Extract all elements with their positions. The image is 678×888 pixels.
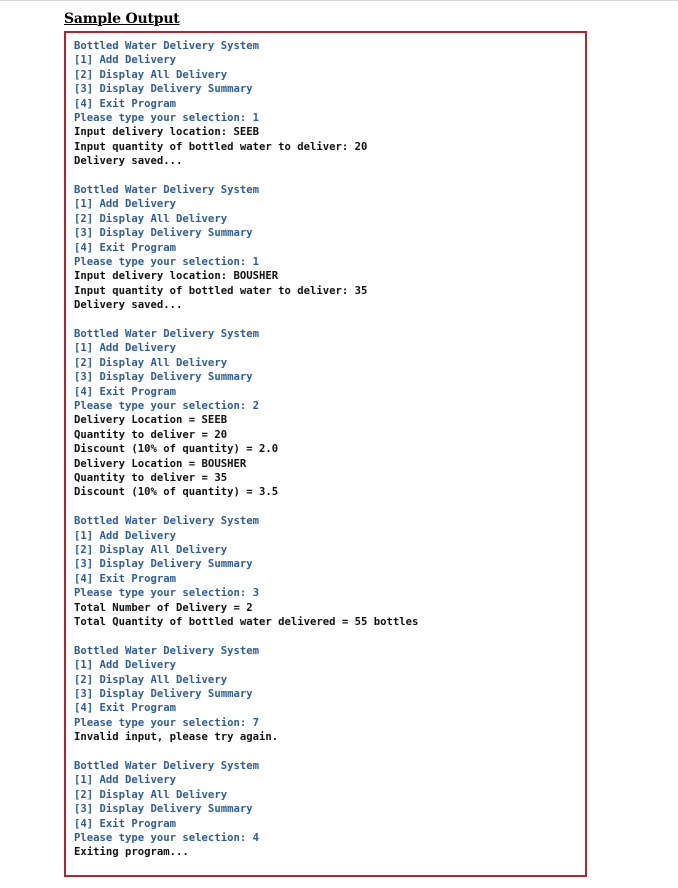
sample-output-console	[64, 31, 587, 877]
menu-line: [3] Display Delivery Summary	[74, 83, 253, 96]
menu-line: [2] Display All Delivery	[74, 356, 228, 369]
menu-line: [4] Exit Program	[74, 572, 177, 585]
page-heading: Sample Output	[64, 11, 180, 27]
menu-line: Please type your selection: 2	[74, 399, 259, 412]
program-output-line: Delivery Location = SEEB	[74, 414, 228, 427]
program-output-line: Input quantity of bottled water to deliver: 20	[74, 140, 368, 153]
menu-line: [2] Display All Delivery	[74, 788, 228, 801]
menu-line: [4] Exit Program	[74, 385, 177, 398]
menu-line: Bottled Water Delivery System	[74, 184, 259, 197]
menu-line: Please type your selection: 4	[74, 832, 259, 845]
program-output-line: Quantity to deliver = 20	[74, 428, 228, 441]
menu-line: Please type your selection: 1	[74, 255, 259, 268]
menu-line: [3] Display Delivery Summary	[74, 803, 253, 816]
menu-line: [3] Display Delivery Summary	[74, 558, 253, 571]
program-output-line: Invalid input, please try again.	[74, 731, 279, 744]
menu-line: [2] Display All Delivery	[74, 212, 228, 225]
program-output-line: Discount (10% of quantity) = 2.0	[74, 443, 279, 456]
program-output-line: Input delivery location: BOUSHER	[74, 270, 279, 283]
program-output-line: Quantity to deliver = 35	[74, 471, 228, 484]
menu-line: [4] Exit Program	[74, 817, 177, 830]
menu-line: Bottled Water Delivery System	[74, 760, 259, 773]
menu-line: Bottled Water Delivery System	[74, 40, 259, 52]
menu-line: [4] Exit Program	[74, 241, 177, 254]
output-session-block	[74, 514, 585, 629]
menu-line: [1] Add Delivery	[74, 659, 177, 672]
menu-line: Please type your selection: 3	[74, 587, 259, 600]
program-output-line: Input quantity of bottled water to deliver: 35	[74, 284, 368, 297]
top-divider	[0, 0, 678, 1]
menu-line: [2] Display All Delivery	[74, 544, 228, 556]
menu-line: Bottled Water Delivery System	[74, 515, 259, 528]
menu-line: Please type your selection: 7	[74, 716, 259, 729]
program-output-line: Total Number of Delivery = 2	[74, 601, 253, 614]
menu-line: [3] Display Delivery Summary	[74, 688, 253, 701]
output-session-block	[74, 183, 585, 313]
menu-line: [1] Add Delivery	[74, 198, 177, 211]
program-output-line: Input delivery location: SEEB	[74, 126, 259, 139]
menu-line: [2] Display All Delivery	[74, 68, 228, 81]
menu-line: [3] Display Delivery Summary	[74, 227, 253, 240]
menu-line: [4] Exit Program	[74, 97, 177, 110]
program-output-line: Delivery Location = BOUSHER	[74, 457, 247, 470]
output-session-block	[74, 327, 585, 500]
menu-line: [3] Display Delivery Summary	[74, 371, 253, 384]
menu-line: [1] Add Delivery	[74, 774, 177, 787]
program-output-line: Delivery saved...	[74, 299, 183, 312]
menu-line: [1] Add Delivery	[74, 529, 177, 542]
menu-line: [1] Add Delivery	[74, 54, 177, 67]
menu-line: Bottled Water Delivery System	[74, 644, 259, 657]
menu-line: [4] Exit Program	[74, 702, 177, 715]
output-session-block	[74, 39, 585, 169]
output-session-block	[74, 759, 585, 860]
program-output-line: Discount (10% of quantity) = 3.5	[74, 486, 279, 499]
menu-line: [2] Display All Delivery	[74, 673, 228, 686]
program-output-line: Delivery saved...	[74, 155, 183, 168]
program-output-line: Total Quantity of bottled water delivered = 55 bottles	[74, 615, 419, 628]
program-output-line: Exiting program...	[74, 846, 189, 859]
output-session-block	[74, 644, 585, 745]
menu-line: [1] Add Delivery	[74, 342, 177, 355]
menu-line: Bottled Water Delivery System	[74, 328, 259, 341]
menu-line: Please type your selection: 1	[74, 111, 259, 124]
